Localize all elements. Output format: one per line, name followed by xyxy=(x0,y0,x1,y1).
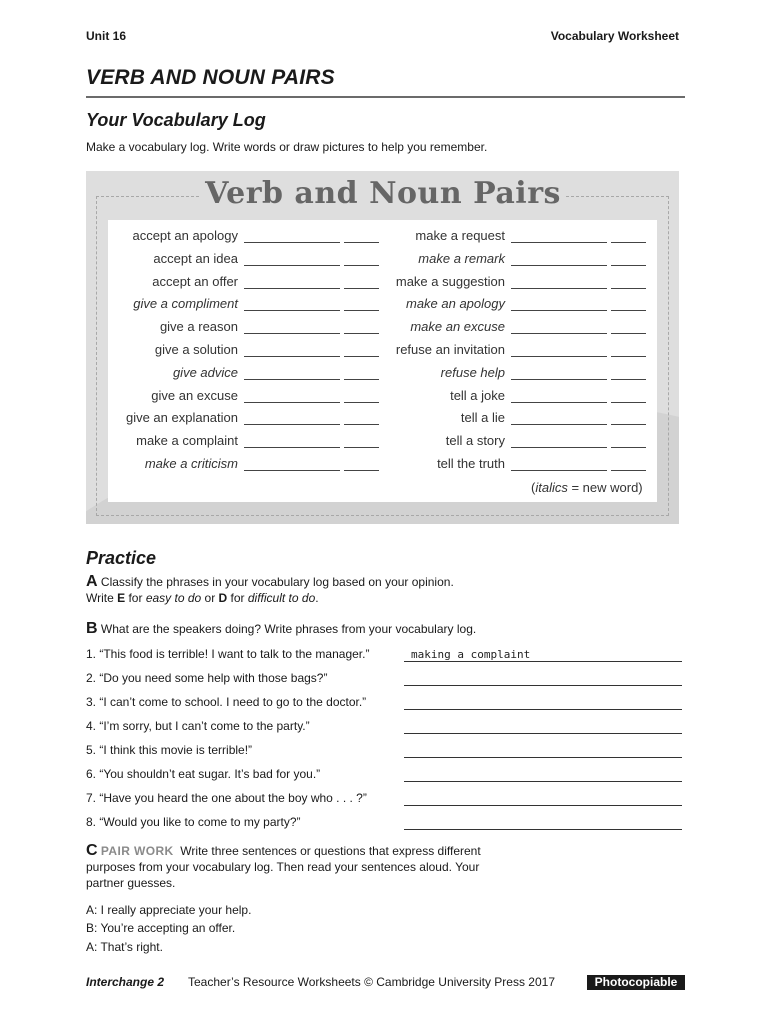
example-answer: making a complaint xyxy=(411,648,531,661)
exercise-a-letter: A xyxy=(86,573,98,590)
vocab-rating-blank[interactable] xyxy=(611,447,646,448)
italics-note: (italics = new word) xyxy=(531,480,643,495)
exercise-a: A Classify the phrases in your vocabulary log based on your opinion. Write E for easy to do or D for difficult to do. xyxy=(86,573,454,605)
answer-line[interactable] xyxy=(404,805,682,806)
exercise-b-instruction: What are the speakers doing? Write phrases from your vocabulary log. xyxy=(100,622,477,636)
page-title: VERB AND NOUN PAIRS xyxy=(86,66,335,89)
vocab-log-heading: Your Vocabulary Log xyxy=(86,110,266,130)
vocab-phrase: accept an idea xyxy=(153,251,238,266)
exercise-c-letter: C xyxy=(86,842,98,859)
exercise-b-item: 7. “Have you heard the one about the boy who . . . ?” xyxy=(86,791,367,805)
pair-work-label: PAIR WORK xyxy=(100,844,174,858)
exercise-b-item: 1. “This food is terrible! I want to talk to the manager.” xyxy=(86,647,370,661)
vocab-phrase: make a request xyxy=(415,228,505,243)
vocab-notes-blank[interactable] xyxy=(511,242,607,243)
vocab-phrase: make a complaint xyxy=(136,433,238,448)
vocab-phrase: tell a lie xyxy=(460,410,505,425)
vocab-rating-blank[interactable] xyxy=(611,310,646,311)
vocab-phrase-row xyxy=(110,319,505,339)
vocab-phrase: give a compliment xyxy=(133,296,238,311)
vocab-phrase: give advice xyxy=(172,365,238,380)
answer-line[interactable] xyxy=(404,709,682,710)
vocab-phrase-row xyxy=(110,296,505,316)
answer-line[interactable] xyxy=(404,757,682,758)
dialogue-line: B: You’re accepting an offer. xyxy=(86,921,236,935)
vocab-rating-blank[interactable] xyxy=(611,356,646,357)
vocab-phrase: give a reason xyxy=(159,319,238,334)
vocab-phrase-row xyxy=(110,274,505,294)
vocab-log-logo: Verb and Noun Pairs xyxy=(205,176,561,211)
vocab-phrase: accept an apology xyxy=(132,228,238,243)
vocab-phrase-row xyxy=(110,342,505,362)
exercise-b-item: 8. “Would you like to come to my party?” xyxy=(86,815,301,829)
dialogue-line: A: I really appreciate your help. xyxy=(86,903,252,917)
vocab-phrase: accept an offer xyxy=(152,274,238,289)
vocab-notes-blank[interactable] xyxy=(511,265,607,266)
vocab-phrase: make a remark xyxy=(418,251,505,266)
vocab-rating-blank[interactable] xyxy=(611,242,646,243)
answer-line[interactable] xyxy=(404,661,682,662)
vocab-rating-blank[interactable] xyxy=(611,424,646,425)
vocab-phrase: make an excuse xyxy=(410,319,505,334)
vocab-phrase: tell a joke xyxy=(450,388,505,403)
vocab-phrase: refuse an invitation xyxy=(395,342,505,357)
answer-line[interactable] xyxy=(404,733,682,734)
vocab-notes-blank[interactable] xyxy=(511,310,607,311)
answer-line[interactable] xyxy=(404,781,682,782)
vocab-phrase-row xyxy=(110,365,505,385)
exercise-b-item: 5. “I think this movie is terrible!” xyxy=(86,743,253,757)
vocab-rating-blank[interactable] xyxy=(611,333,646,334)
answer-line[interactable] xyxy=(404,829,682,830)
exercise-a-line1: Classify the phrases in your vocabulary log based on your opinion. xyxy=(100,575,454,589)
exercise-b-item: 4. “I’m sorry, but I can’t come to the party.” xyxy=(86,719,310,733)
vocab-notes-blank[interactable] xyxy=(511,447,607,448)
vocab-phrase: give an excuse xyxy=(151,388,238,403)
vocab-rating-blank[interactable] xyxy=(611,288,646,289)
vocab-phrase: make a criticism xyxy=(144,456,238,471)
vocab-notes-blank[interactable] xyxy=(511,288,607,289)
photocopiable-badge: Photocopiable xyxy=(587,975,685,990)
vocab-phrase: give a solution xyxy=(154,342,238,357)
vocab-phrase-row xyxy=(110,433,505,453)
vocab-notes-blank[interactable] xyxy=(511,424,607,425)
exercise-c: C PAIR WORK Write three sentences or questions that express different purposes from your vocabulary log. Then read your sentences aloud. Your partner guesses. xyxy=(86,842,481,890)
title-rule xyxy=(86,96,685,98)
vocab-phrase: make an apology xyxy=(405,296,505,311)
footer-copyright: Teacher’s Resource Worksheets © Cambridge University Press 2017 xyxy=(188,975,555,989)
exercise-b-item: 2. “Do you need some help with those bags?” xyxy=(86,671,328,685)
vocab-phrase: give an explanation xyxy=(125,410,238,425)
vocab-phrase: make a suggestion xyxy=(395,274,505,289)
vocab-log-intro: Make a vocabulary log. Write words or draw pictures to help you remember. xyxy=(86,140,488,154)
vocab-rating-blank[interactable] xyxy=(611,470,646,471)
vocab-notes-blank[interactable] xyxy=(511,379,607,380)
vocab-phrase: tell a story xyxy=(445,433,505,448)
practice-heading: Practice xyxy=(86,548,157,568)
vocab-phrase-row xyxy=(110,388,505,408)
vocab-phrase-row xyxy=(110,228,505,248)
vocab-notes-blank[interactable] xyxy=(511,356,607,357)
vocab-phrase: tell the truth xyxy=(437,456,505,471)
worksheet-type: Vocabulary Worksheet xyxy=(550,29,679,43)
footer-brand: Interchange 2 xyxy=(86,975,165,989)
dialogue-line: A: That’s right. xyxy=(86,940,163,954)
unit-label: Unit 16 xyxy=(86,29,127,43)
exercise-b xyxy=(86,621,476,637)
exercise-b-item: 3. “I can’t come to school. I need to go to the doctor.” xyxy=(86,695,367,709)
vocab-phrase-row xyxy=(110,251,505,271)
exercise-b-letter: B xyxy=(86,620,98,637)
vocab-phrase-row xyxy=(110,456,505,476)
italics-word: italics xyxy=(535,480,568,495)
vocab-notes-blank[interactable] xyxy=(511,470,607,471)
vocab-rating-blank[interactable] xyxy=(611,379,646,380)
exercise-b-item: 6. “You shouldn’t eat sugar. It’s bad for you.” xyxy=(86,767,321,781)
vocab-rating-blank[interactable] xyxy=(611,402,646,403)
vocab-notes-blank[interactable] xyxy=(511,402,607,403)
answer-line[interactable] xyxy=(404,685,682,686)
vocab-notes-blank[interactable] xyxy=(511,333,607,334)
vocab-phrase: refuse help xyxy=(440,365,505,380)
vocab-rating-blank[interactable] xyxy=(611,265,646,266)
vocab-phrase-row xyxy=(110,410,505,430)
